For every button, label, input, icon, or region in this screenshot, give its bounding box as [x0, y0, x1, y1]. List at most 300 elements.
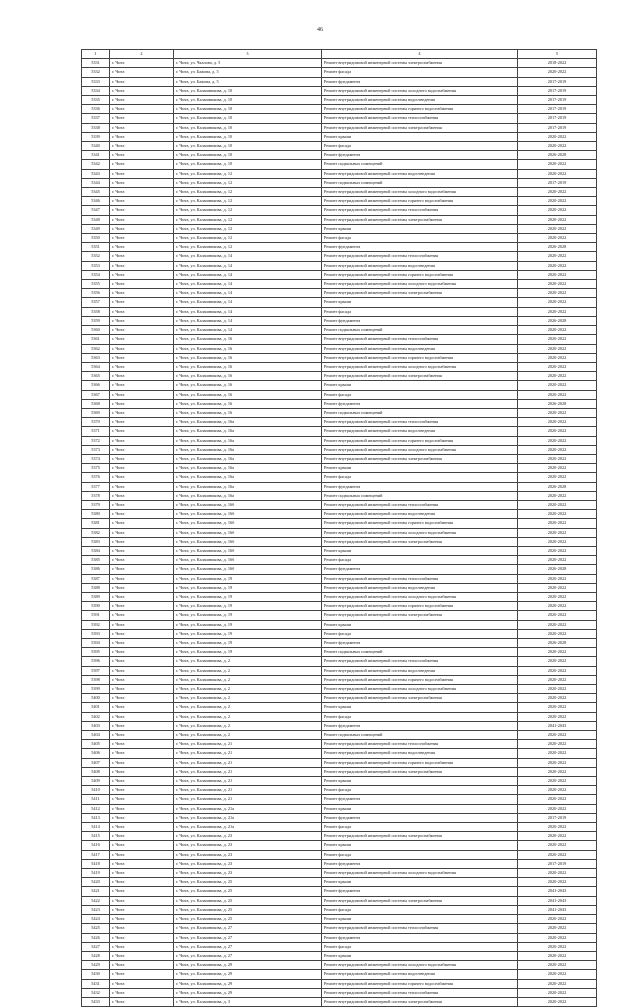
- row-period: 2020-2022: [518, 758, 597, 767]
- row-address: г. Чита, ул. Калашникова, д. 16б: [174, 500, 322, 509]
- table-row: [82, 261, 597, 270]
- row-period: 2020-2022: [518, 169, 597, 178]
- row-work-type: Ремонт внутридомовой инженерной системы водоотведения: [322, 970, 518, 979]
- row-work-type: Ремонт фундамента: [322, 639, 518, 648]
- row-work-type: Ремонт фундамента: [322, 721, 518, 730]
- row-city: г. Чита: [110, 841, 174, 850]
- row-period: 2020-2022: [518, 234, 597, 243]
- row-number: 5398: [82, 675, 110, 684]
- table-row: [82, 574, 597, 583]
- row-period: 2017-2019: [518, 96, 597, 105]
- row-city: г. Чита: [110, 721, 174, 730]
- row-address: г. Чита, ул. Калашникова, д. 10: [174, 160, 322, 169]
- header-row: [82, 50, 597, 59]
- table-row: [82, 234, 597, 243]
- row-work-type: Ремонт внутридомовой инженерной системы горячего водоснабжения: [322, 602, 518, 611]
- row-city: г. Чита: [110, 243, 174, 252]
- row-city: г. Чита: [110, 970, 174, 979]
- row-number: 5378: [82, 491, 110, 500]
- row-period: 2020-2022: [518, 510, 597, 519]
- row-address: г. Чита, ул. Калашникова, д. 16б: [174, 537, 322, 546]
- row-number: 5417: [82, 850, 110, 859]
- row-work-type: Ремонт внутридомовой инженерной системы горячего водоснабжения: [322, 105, 518, 114]
- row-number: 5424: [82, 915, 110, 924]
- row-number: 5367: [82, 390, 110, 399]
- row-period: 2017-2019: [518, 859, 597, 868]
- row-number: 5348: [82, 215, 110, 224]
- table-row: [82, 500, 597, 509]
- row-number: 5364: [82, 362, 110, 371]
- row-period: 2017-2019: [518, 86, 597, 95]
- row-work-type: Ремонт внутридомовой инженерной системы холодного водоснабжения: [322, 528, 518, 537]
- row-work-type: Ремонт внутридомовой инженерной системы холодного водоснабжения: [322, 592, 518, 601]
- row-number: 5371: [82, 427, 110, 436]
- row-address: г. Чита, ул. Калашникова, д. 2: [174, 694, 322, 703]
- row-work-type: Ремонт фундамента: [322, 399, 518, 408]
- row-period: 2020-2022: [518, 261, 597, 270]
- table-row: [82, 188, 597, 197]
- row-number: 5385: [82, 556, 110, 565]
- table-row: [82, 316, 597, 325]
- row-address: г. Чита, ул. Калашникова, д. 21а: [174, 804, 322, 813]
- row-period: 2017-2019: [518, 114, 597, 123]
- row-work-type: Ремонт внутридомовой инженерной системы теплоснабжения: [322, 924, 518, 933]
- row-city: г. Чита: [110, 979, 174, 988]
- row-work-type: Ремонт крыши: [322, 841, 518, 850]
- row-work-type: Ремонт внутридомовой инженерной системы горячего водоснабжения: [322, 353, 518, 362]
- row-work-type: Ремонт фундамента: [322, 813, 518, 822]
- row-number: 5387: [82, 574, 110, 583]
- row-period: 2020-2022: [518, 344, 597, 353]
- row-number: 5432: [82, 988, 110, 997]
- row-address: г. Чита, ул. Калашникова, д. 16б: [174, 546, 322, 555]
- row-work-type: Ремонт внутридомовой инженерной системы водоотведения: [322, 510, 518, 519]
- row-city: г. Чита: [110, 997, 174, 1006]
- row-address: г. Чита, ул. Калашникова, д. 29: [174, 979, 322, 988]
- row-work-type: Ремонт подвальных помещений: [322, 491, 518, 500]
- row-city: г. Чита: [110, 592, 174, 601]
- row-number: 5409: [82, 777, 110, 786]
- row-number: 5374: [82, 454, 110, 463]
- row-work-type: Ремонт внутридомовой инженерной системы холодного водоснабжения: [322, 280, 518, 289]
- row-city: г. Чита: [110, 105, 174, 114]
- row-period: 2020-2022: [518, 362, 597, 371]
- row-number: 5406: [82, 749, 110, 758]
- row-work-type: Ремонт фундамента: [322, 482, 518, 491]
- table-row: [82, 887, 597, 896]
- row-city: г. Чита: [110, 160, 174, 169]
- row-city: г. Чита: [110, 602, 174, 611]
- row-work-type: Ремонт внутридомовой инженерной системы холодного водоснабжения: [322, 445, 518, 454]
- row-address: г. Чита, ул. Калашникова, д. 21: [174, 758, 322, 767]
- row-number: 5342: [82, 160, 110, 169]
- table-row: [82, 105, 597, 114]
- row-work-type: Ремонт внутридомовой инженерной системы теплоснабжения: [322, 574, 518, 583]
- row-address: г. Чита, ул. Калашникова, д. 14: [174, 252, 322, 261]
- row-period: 2041-2043: [518, 896, 597, 905]
- row-work-type: Ремонт крыши: [322, 381, 518, 390]
- row-work-type: Ремонт внутридомовой инженерной системы водоотведения: [322, 749, 518, 758]
- page-number: 46: [317, 27, 323, 33]
- row-work-type: Ремонт фасада: [322, 234, 518, 243]
- table-row: [82, 869, 597, 878]
- table-row: [82, 951, 597, 960]
- row-address: г. Чита, ул. Калашникова, д. 14: [174, 298, 322, 307]
- table-row: [82, 565, 597, 574]
- row-period: 2020-2022: [518, 454, 597, 463]
- row-period: 2020-2022: [518, 970, 597, 979]
- row-number: 5333: [82, 77, 110, 86]
- table-row: [82, 510, 597, 519]
- row-address: г. Чита, ул. Калашникова, д. 16б: [174, 556, 322, 565]
- row-city: г. Чита: [110, 537, 174, 546]
- row-address: г. Чита, ул. Калашникова, д. 19: [174, 611, 322, 620]
- row-city: г. Чита: [110, 648, 174, 657]
- row-period: 2020-2022: [518, 832, 597, 841]
- table-row: [82, 96, 597, 105]
- row-work-type: Ремонт внутридомовой инженерной системы холодного водоснабжения: [322, 188, 518, 197]
- table-row: [82, 979, 597, 988]
- row-address: г. Чита, ул. Калашникова, д. 19: [174, 639, 322, 648]
- row-city: г. Чита: [110, 510, 174, 519]
- table-row: [82, 160, 597, 169]
- table-row: [82, 685, 597, 694]
- row-number: 5413: [82, 813, 110, 822]
- row-address: г. Чита, ул. Калашникова, д. 21: [174, 777, 322, 786]
- row-work-type: Ремонт внутридомовой инженерной системы электроснабжения: [322, 997, 518, 1006]
- row-city: г. Чита: [110, 639, 174, 648]
- table-row: [82, 592, 597, 601]
- row-address: г. Чита, ул. Калашникова, д. 16а: [174, 473, 322, 482]
- row-city: г. Чита: [110, 169, 174, 178]
- row-number: 5338: [82, 123, 110, 132]
- row-work-type: Ремонт фасада: [322, 786, 518, 795]
- row-work-type: Ремонт внутридомовой инженерной системы электроснабжения: [322, 372, 518, 381]
- table-row: [82, 408, 597, 417]
- row-number: 5331: [82, 59, 110, 68]
- row-work-type: Ремонт внутридомовой инженерной системы водоотведения: [322, 344, 518, 353]
- row-city: г. Чита: [110, 178, 174, 187]
- row-period: 2020-2022: [518, 997, 597, 1006]
- row-work-type: Ремонт фасада: [322, 68, 518, 77]
- row-period: 2020-2022: [518, 841, 597, 850]
- table-row: [82, 988, 597, 997]
- table-row: [82, 970, 597, 979]
- row-period: 2020-2022: [518, 942, 597, 951]
- row-number: 5384: [82, 546, 110, 555]
- row-period: 2020-2022: [518, 988, 597, 997]
- table-body: [82, 59, 597, 1007]
- row-city: г. Чита: [110, 657, 174, 666]
- table-row: [82, 326, 597, 335]
- row-city: г. Чита: [110, 915, 174, 924]
- row-number: 5379: [82, 500, 110, 509]
- row-number: 5362: [82, 344, 110, 353]
- row-address: г. Чита, ул. Калашникова, д. 12: [174, 197, 322, 206]
- row-address: г. Чита, ул. Калашникова, д. 21а: [174, 813, 322, 822]
- row-city: г. Чита: [110, 731, 174, 740]
- row-period: 2020-2022: [518, 685, 597, 694]
- row-period: 2017-2019: [518, 813, 597, 822]
- row-work-type: Ремонт внутридомовой инженерной системы теплоснабжения: [322, 740, 518, 749]
- row-number: 5352: [82, 252, 110, 261]
- row-address: г. Чита, ул. Калашникова, д. 10: [174, 105, 322, 114]
- row-work-type: Ремонт крыши: [322, 915, 518, 924]
- row-city: г. Чита: [110, 344, 174, 353]
- row-period: 2018-2022: [518, 59, 597, 68]
- row-address: г. Чита, ул. Калашникова, д. 12: [174, 224, 322, 233]
- row-number: 5393: [82, 629, 110, 638]
- row-city: г. Чита: [110, 620, 174, 629]
- header-col-2: 2: [110, 50, 174, 59]
- row-number: 5351: [82, 243, 110, 252]
- row-address: г. Чита, ул. Калашникова, д. 2: [174, 685, 322, 694]
- row-period: 2020-2022: [518, 767, 597, 776]
- row-city: г. Чита: [110, 132, 174, 141]
- table-row: [82, 491, 597, 500]
- table-row: [82, 372, 597, 381]
- row-number: 5396: [82, 657, 110, 666]
- row-address: г. Чита, ул. Калашникова, д. 12: [174, 178, 322, 187]
- row-city: г. Чита: [110, 482, 174, 491]
- row-address: г. Чита, ул. Калашникова, д. 25: [174, 905, 322, 914]
- row-address: г. Чита, ул. Калашникова, д. 10: [174, 96, 322, 105]
- row-number: 5429: [82, 961, 110, 970]
- row-period: 2026-2028: [518, 151, 597, 160]
- row-address: г. Чита, ул. Калашникова, д. 21: [174, 749, 322, 758]
- row-period: 2020-2022: [518, 804, 597, 813]
- row-period: 2020-2022: [518, 326, 597, 335]
- row-number: 5357: [82, 298, 110, 307]
- row-city: г. Чита: [110, 408, 174, 417]
- row-address: г. Чита, ул. Калашникова, д. 2: [174, 721, 322, 730]
- row-address: г. Чита, ул. Калашникова, д. 16а: [174, 418, 322, 427]
- table-row: [82, 850, 597, 859]
- row-number: 5377: [82, 482, 110, 491]
- row-address: г. Чита, ул. Калашникова, д. 23: [174, 841, 322, 850]
- row-number: 5369: [82, 408, 110, 417]
- row-address: г. Чита, ул. Калашникова, д. 14: [174, 316, 322, 325]
- row-number: 5360: [82, 326, 110, 335]
- row-period: 2020-2022: [518, 675, 597, 684]
- row-work-type: Ремонт фасада: [322, 556, 518, 565]
- table-row: [82, 252, 597, 261]
- row-work-type: Ремонт внутридомовой инженерной системы водоотведения: [322, 427, 518, 436]
- row-period: 2026-2028: [518, 639, 597, 648]
- row-period: 2020-2022: [518, 592, 597, 601]
- row-city: г. Чита: [110, 188, 174, 197]
- table-row: [82, 224, 597, 233]
- row-number: 5366: [82, 381, 110, 390]
- row-number: 5358: [82, 307, 110, 316]
- row-city: г. Чита: [110, 565, 174, 574]
- row-work-type: Ремонт внутридомовой инженерной системы холодного водоснабжения: [322, 869, 518, 878]
- row-address: г. Чита, ул. Калашникова, д. 16а: [174, 454, 322, 463]
- table-row: [82, 436, 597, 445]
- row-number: 5395: [82, 648, 110, 657]
- row-number: 5421: [82, 887, 110, 896]
- table-row: [82, 915, 597, 924]
- row-period: 2020-2022: [518, 188, 597, 197]
- row-number: 5394: [82, 639, 110, 648]
- row-period: 2020-2022: [518, 795, 597, 804]
- row-city: г. Чита: [110, 224, 174, 233]
- row-work-type: Ремонт внутридомовой инженерной системы электроснабжения: [322, 454, 518, 463]
- table-row: [82, 243, 597, 252]
- row-number: 5405: [82, 740, 110, 749]
- row-city: г. Чита: [110, 823, 174, 832]
- row-city: г. Чита: [110, 353, 174, 362]
- table-row: [82, 813, 597, 822]
- row-city: г. Чита: [110, 86, 174, 95]
- row-city: г. Чита: [110, 850, 174, 859]
- row-work-type: Ремонт крыши: [322, 464, 518, 473]
- row-number: 5356: [82, 289, 110, 298]
- row-period: 2026-2028: [518, 243, 597, 252]
- row-city: г. Чита: [110, 574, 174, 583]
- row-period: 2017-2019: [518, 178, 597, 187]
- row-number: 5410: [82, 786, 110, 795]
- row-number: 5363: [82, 353, 110, 362]
- row-address: г. Чита, ул. Калашникова, д. 16б: [174, 565, 322, 574]
- row-address: г. Чита, ул. Калашникова, д. 29: [174, 970, 322, 979]
- row-number: 5376: [82, 473, 110, 482]
- row-work-type: Ремонт фасада: [322, 390, 518, 399]
- row-address: г. Чита, ул. Калашникова, д. 2: [174, 712, 322, 721]
- row-period: 2020-2022: [518, 142, 597, 151]
- row-work-type: Ремонт подвальных помещений: [322, 326, 518, 335]
- row-address: г. Чита, ул. Калашникова, д. 19: [174, 602, 322, 611]
- row-period: 2020-2022: [518, 298, 597, 307]
- row-work-type: Ремонт крыши: [322, 224, 518, 233]
- row-period: 2020-2022: [518, 823, 597, 832]
- row-city: г. Чита: [110, 68, 174, 77]
- row-address: г. Чита, ул. Калашникова, д. 16: [174, 381, 322, 390]
- row-city: г. Чита: [110, 436, 174, 445]
- row-work-type: Ремонт внутридомовой инженерной системы холодного водоснабжения: [322, 685, 518, 694]
- table-row: [82, 620, 597, 629]
- row-work-type: Ремонт внутридомовой инженерной системы электроснабжения: [322, 832, 518, 841]
- row-city: г. Чита: [110, 372, 174, 381]
- table-row: [82, 961, 597, 970]
- row-period: 2020-2022: [518, 924, 597, 933]
- row-work-type: Ремонт подвальных помещений: [322, 648, 518, 657]
- row-work-type: Ремонт крыши: [322, 620, 518, 629]
- table-row: [82, 206, 597, 215]
- row-work-type: Ремонт внутридомовой инженерной системы горячего водоснабжения: [322, 758, 518, 767]
- row-number: 5404: [82, 731, 110, 740]
- row-work-type: Ремонт фасада: [322, 823, 518, 832]
- table-row: [82, 721, 597, 730]
- row-city: г. Чита: [110, 924, 174, 933]
- row-period: 2026-2028: [518, 565, 597, 574]
- row-period: 2020-2022: [518, 280, 597, 289]
- row-address: г. Чита, ул. Калашникова, д. 19: [174, 574, 322, 583]
- row-period: 2020-2022: [518, 160, 597, 169]
- row-city: г. Чита: [110, 942, 174, 951]
- row-number: 5372: [82, 436, 110, 445]
- row-period: 2020-2022: [518, 372, 597, 381]
- row-address: г. Чита, ул. Калашникова, д. 14: [174, 280, 322, 289]
- row-work-type: Ремонт внутридомовой инженерной системы теплоснабжения: [322, 335, 518, 344]
- header-col-1: 1: [82, 50, 110, 59]
- table-row: [82, 924, 597, 933]
- row-period: 2017-2019: [518, 77, 597, 86]
- row-work-type: Ремонт фундамента: [322, 151, 518, 160]
- header-col-3: 3: [174, 50, 322, 59]
- row-city: г. Чита: [110, 777, 174, 786]
- row-number: 5334: [82, 86, 110, 95]
- row-number: 5397: [82, 666, 110, 675]
- row-number: 5336: [82, 105, 110, 114]
- row-number: 5343: [82, 169, 110, 178]
- row-address: г. Чита, ул. Калашникова, д. 10: [174, 142, 322, 151]
- row-city: г. Чита: [110, 77, 174, 86]
- table-row: [82, 390, 597, 399]
- table-row: [82, 546, 597, 555]
- row-address: г. Чита, ул. Калашникова, д. 19: [174, 592, 322, 601]
- header-col-5: 5: [518, 50, 597, 59]
- row-city: г. Чита: [110, 666, 174, 675]
- row-period: 2020-2022: [518, 206, 597, 215]
- row-period: 2020-2022: [518, 289, 597, 298]
- header-col-4: 4: [322, 50, 518, 59]
- row-address: г. Чита, ул. Калашникова, д. 25: [174, 915, 322, 924]
- row-city: г. Чита: [110, 629, 174, 638]
- row-address: г. Чита, ул. Калашникова, д. 10: [174, 132, 322, 141]
- row-number: 5416: [82, 841, 110, 850]
- row-address: г. Чита, ул. Калашникова, д. 16: [174, 335, 322, 344]
- row-address: г. Чита, ул. Калашникова, д. 16: [174, 372, 322, 381]
- row-city: г. Чита: [110, 556, 174, 565]
- row-city: г. Чита: [110, 869, 174, 878]
- row-address: г. Чита, ул. Калашникова, д. 27: [174, 924, 322, 933]
- row-number: 5359: [82, 316, 110, 325]
- row-address: г. Чита, ул. Калашникова, д. 19: [174, 620, 322, 629]
- row-city: г. Чита: [110, 197, 174, 206]
- table-row: [82, 482, 597, 491]
- row-work-type: Ремонт фасада: [322, 712, 518, 721]
- row-period: 2020-2022: [518, 491, 597, 500]
- row-city: г. Чита: [110, 206, 174, 215]
- row-period: 2020-2022: [518, 68, 597, 77]
- row-period: 2020-2022: [518, 307, 597, 316]
- row-number: 5347: [82, 206, 110, 215]
- row-city: г. Чита: [110, 307, 174, 316]
- row-period: 2020-2022: [518, 703, 597, 712]
- row-city: г. Чита: [110, 988, 174, 997]
- row-period: 2020-2022: [518, 749, 597, 758]
- row-city: г. Чита: [110, 151, 174, 160]
- row-work-type: Ремонт внутридомовой инженерной системы холодного водоснабжения: [322, 362, 518, 371]
- table-row: [82, 114, 597, 123]
- row-period: 2020-2022: [518, 648, 597, 657]
- row-number: 5337: [82, 114, 110, 123]
- table-row: [82, 151, 597, 160]
- row-number: 5428: [82, 951, 110, 960]
- table-row: [82, 583, 597, 592]
- row-period: 2020-2022: [518, 583, 597, 592]
- row-number: 5350: [82, 234, 110, 243]
- table-row: [82, 942, 597, 951]
- row-number: 5426: [82, 933, 110, 942]
- row-period: 2020-2022: [518, 546, 597, 555]
- table-row: [82, 639, 597, 648]
- row-address: г. Чита, ул. Калашникова, д. 12: [174, 234, 322, 243]
- row-number: 5345: [82, 188, 110, 197]
- row-number: 5332: [82, 68, 110, 77]
- row-number: 5400: [82, 694, 110, 703]
